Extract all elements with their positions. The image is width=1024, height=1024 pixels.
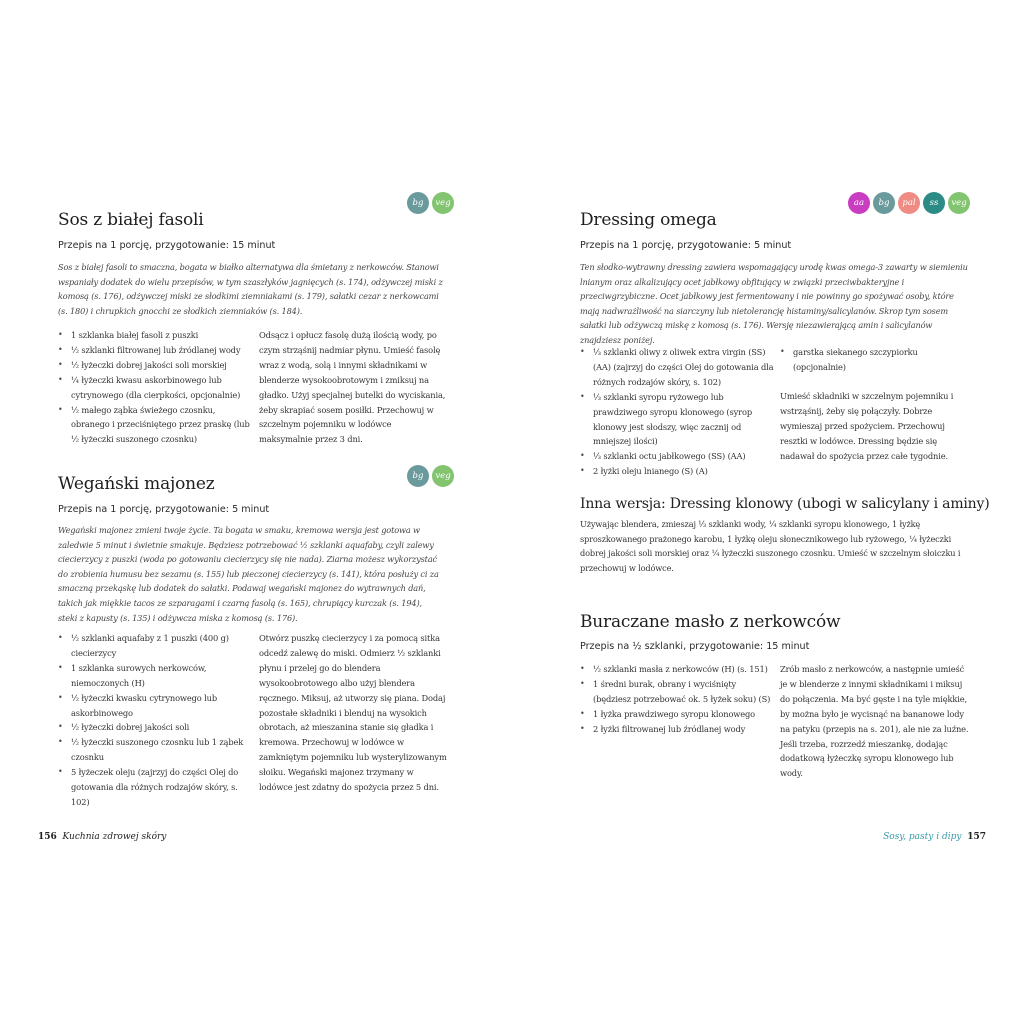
ingredient-item: • 2 łyżki oleju lnianego (S) (A) [580, 464, 775, 479]
ingredient-item: • ⅓ szklanki octu jabłkowego (SS) (AA) [580, 449, 775, 464]
recipe-title-vegan-mayo: Wegański majonez [58, 474, 215, 494]
ingredient-item: • ½ szklanki filtrowanej lub źródlanej wody [58, 343, 250, 358]
ingredient-item: • garstka siekanego szczypiorku (opcjonalnie) [780, 345, 960, 375]
ingredient-item: • 1 łyżka prawdziwego syropu klonowego [580, 707, 775, 722]
diet-badge-bg: bg [873, 192, 895, 214]
diet-badge-veg: veg [432, 465, 454, 487]
recipe-intro: Wegański majonez zmieni twoje życie. Ta bogata w smaku, kremowa wersja jest gotowa w zaledwie 5 minut i świetnie smakuje. Będziesz potrzebować ½ szklanki aquafaby, czyli zalewy ciecierzycy z puszki (woda po gotowaniu ciecierzycy się nie nada). Ziarna możesz wykorzystać do zrobienia humusu bez sezamu (s. 155) lub pieczonej ciecierzycy (s. 141), która posłuży ci za smaczną przekąskę lub dodatek do sałatki. Podawaj wegański majonez do wytrawnych dań, takich jak miękkie tacos ze szparagami i czarną fasolą (s. 165), chrupiący kurczak (s. 194), steki z kapusty (s. 135) i odżywcza miska z komosą (s. 176). [58, 525, 439, 623]
diet-badges-vegan-mayo [407, 465, 454, 487]
diet-badges-omega-dressing [848, 192, 970, 214]
ingredient-item: • ½ łyżeczki suszonego czosnku lub 1 ząbek czosnku [58, 735, 246, 765]
ingredient-item: • ½ łyżeczki kwasku cytrynowego lub askorbinowego [58, 691, 246, 721]
diet-badge-bg: bg [407, 192, 429, 214]
ingredient-list [580, 662, 775, 737]
ingredient-item: • ½ szklanki masła z nerkowców (H) (s. 151) [580, 662, 775, 677]
diet-badge-veg: veg [948, 192, 970, 214]
variant-text: Używając blendera, zmieszaj ⅓ szklanki wody, ¼ szklanki syropu klonowego, 1 łyżkę sproszkowanego prażonego karobu, 1 łyżkę oleju słonecznikowego lub ryżowego, ¼ łyżeczki dobrej jakości soli morskiej oraz ¼ łyżeczki suszonego czosnku. Umieść w szczelnym słoiczku i przechowuj w lodówce. [580, 519, 961, 573]
recipe-title-beet-cashew-butter: Buraczane masło z nerkowców [580, 612, 841, 632]
recipe-intro: Ten słodko-wytrawny dressing zawiera wspomagający urodę kwas omega-3 zawarty w siemieniu lnianym oraz alkalizujący ocet jabłkowy obfitujący w związki przeciwbakteryjne i przeciwgrzybiczne. Ocet jabłkowy jest fermentowany i nie powinny go spożywać osoby, które mają nadwrażliwość na siarczyny lub nietolerancję histaminy/salicylanów. Skrop tym sosem sałatki lub odżywczą miskę z komosą (s. 176). Wersję niezawierającą amin i salicylanów znajdziesz poniżej. [580, 262, 968, 345]
recipe-method: Odsącz i opłucz fasolę dużą ilością wody, po czym strząśnij nadmiar płynu. Umieść fasolę wraz z wodą, solą i innymi składnikami w blenderze wysokoobrotowym i zmiksuj na gładko. Użyj specjalnej butelki do wyciskania, żeby skrapiać sosem posiłki. Przechowuj w szczelnym pojemniku w lodówce maksymalnie przez 3 dni. [259, 330, 446, 445]
ingredient-item: • ½ szklanki aquafaby z 1 puszki (400 g) ciecierzycy [58, 631, 246, 661]
recipe-meta: Przepis na ½ szklanki, przygotowanie: 15 minut [580, 641, 810, 652]
diet-badge-pal: pal [898, 192, 920, 214]
diet-badge-aa: aa [848, 192, 870, 214]
variant-title: Inna wersja: Dressing klonowy (ubogi w salicylany i aminy) [580, 496, 990, 512]
ingredient-list-extra [780, 345, 960, 375]
recipe-title-white-bean-sauce: Sos z białej fasoli [58, 210, 204, 230]
recipe-meta: Przepis na 1 porcję, przygotowanie: 5 minut [58, 504, 270, 515]
page-footer-right [883, 832, 986, 842]
page-number: 157 [967, 832, 986, 842]
ingredient-list [58, 631, 246, 810]
recipe-method: Otwórz puszkę ciecierzycy i za pomocą sitka odcedź zalewę do miski. Odmierz ½ szklanki płynu i przelej go do blendera wysokoobrotowego albo użyj blendera ręcznego. Miksuj, aż utworzy się piana. Dodaj pozostałe składniki i blenduj na wysokich obrotach, aż mieszanina stanie się gładka i kremowa. Przechowuj w lodówce w zamkniętym pojemniku lub wysterylizowanym słoiku. Wegański majonez trzymany w lodówce jest zdatny do spożycia przez 5 dni. [259, 633, 447, 793]
recipe-title-omega-dressing: Dressing omega [580, 210, 717, 230]
ingredient-item: • ⅓ szklanki syropu ryżowego lub prawdziwego syropu klonowego (syrop klonowy jest słodszy, więc zacznij od mniejszej ilości) [580, 390, 775, 450]
ingredient-item: • ½ małego ząbka świeżego czosnku, obranego i przeciśniętego przez praskę (lub ½ łyżeczki suszonego czosnku) [58, 403, 250, 448]
page-number: 156 [38, 832, 57, 842]
ingredient-item: • ⅓ szklanki oliwy z oliwek extra virgin (SS) (AA) (zajrzyj do części Olej do gotowania dla różnych rodzajów skóry, s. 102) [580, 345, 775, 390]
section-title: Sosy, pasty i dipy [883, 832, 962, 842]
right-page [512, 0, 1024, 1024]
diet-badge-bg: bg [407, 465, 429, 487]
ingredient-list [58, 328, 250, 447]
ingredient-item: • 2 łyżki filtrowanej lub źródlanej wody [580, 722, 775, 737]
recipe-method: Zrób masło z nerkowców, a następnie umieść je w blenderze z innymi składnikami i miksuj do połączenia. Ma być gęste i na tyle miękkie, by można było je wycisnąć na bananowe lody na patyku (przepis na s. 201), ale nie za luźne. Jeśli trzeba, rozrzedź mieszankę, dodając dodatkową łyżeczkę syropu klonowego lub wody. [780, 664, 969, 779]
ingredient-item: • 1 szklanka białej fasoli z puszki [58, 328, 250, 343]
recipe-method: Umieść składniki w szczelnym pojemniku i wstrząśnij, żeby się połączyły. Dobrze wymieszaj przed spożyciem. Przechowuj resztki w lodówce. Dressing będzie się nadawał do spożycia przez całe tygodnie. [780, 391, 954, 461]
ingredient-item: • ¼ łyżeczki kwasu askorbinowego lub cytrynowego (dla cierpkości, opcjonalnie) [58, 373, 250, 403]
book-title: Kuchnia zdrowej skóry [62, 832, 167, 842]
diet-badges-white-bean-sauce [407, 192, 454, 214]
ingredient-item: • 1 szklanka surowych nerkowców, niemoczonych (H) [58, 661, 246, 691]
recipe-intro: Sos z białej fasoli to smaczna, bogata w białko alternatywa dla śmietany z nerkowców. Stanowi wspaniały dodatek do wielu przepisów, w tym szaszłyków jagnięcych (s. 174), odżywczej miski z komosą (s. 176), odżywczej miski ze słodkimi ziemniakami (s. 179), sałatki cezar z nerkowcami (s. 180) i chrupkich gnocchi ze słodkich ziemniaków (s. 184). [58, 262, 443, 316]
diet-badge-veg: veg [432, 192, 454, 214]
page-footer-left [38, 832, 166, 842]
ingredient-item: • 5 łyżeczek oleju (zajrzyj do części Olej do gotowania dla różnych rodzajów skóry, s. 102) [58, 765, 246, 810]
recipe-meta: Przepis na 1 porcję, przygotowanie: 15 minut [58, 240, 276, 251]
ingredient-list [580, 345, 775, 479]
ingredient-item: • ½ łyżeczki dobrej jakości soli [58, 720, 246, 735]
recipe-meta: Przepis na 1 porcję, przygotowanie: 5 minut [580, 240, 792, 251]
diet-badge-ss: ss [923, 192, 945, 214]
ingredient-item: • 1 średni burak, obrany i wyciśnięty (będziesz potrzebować ok. 5 łyżek soku) (S) [580, 677, 775, 707]
ingredient-item: • ½ łyżeczki dobrej jakości soli morskiej [58, 358, 250, 373]
